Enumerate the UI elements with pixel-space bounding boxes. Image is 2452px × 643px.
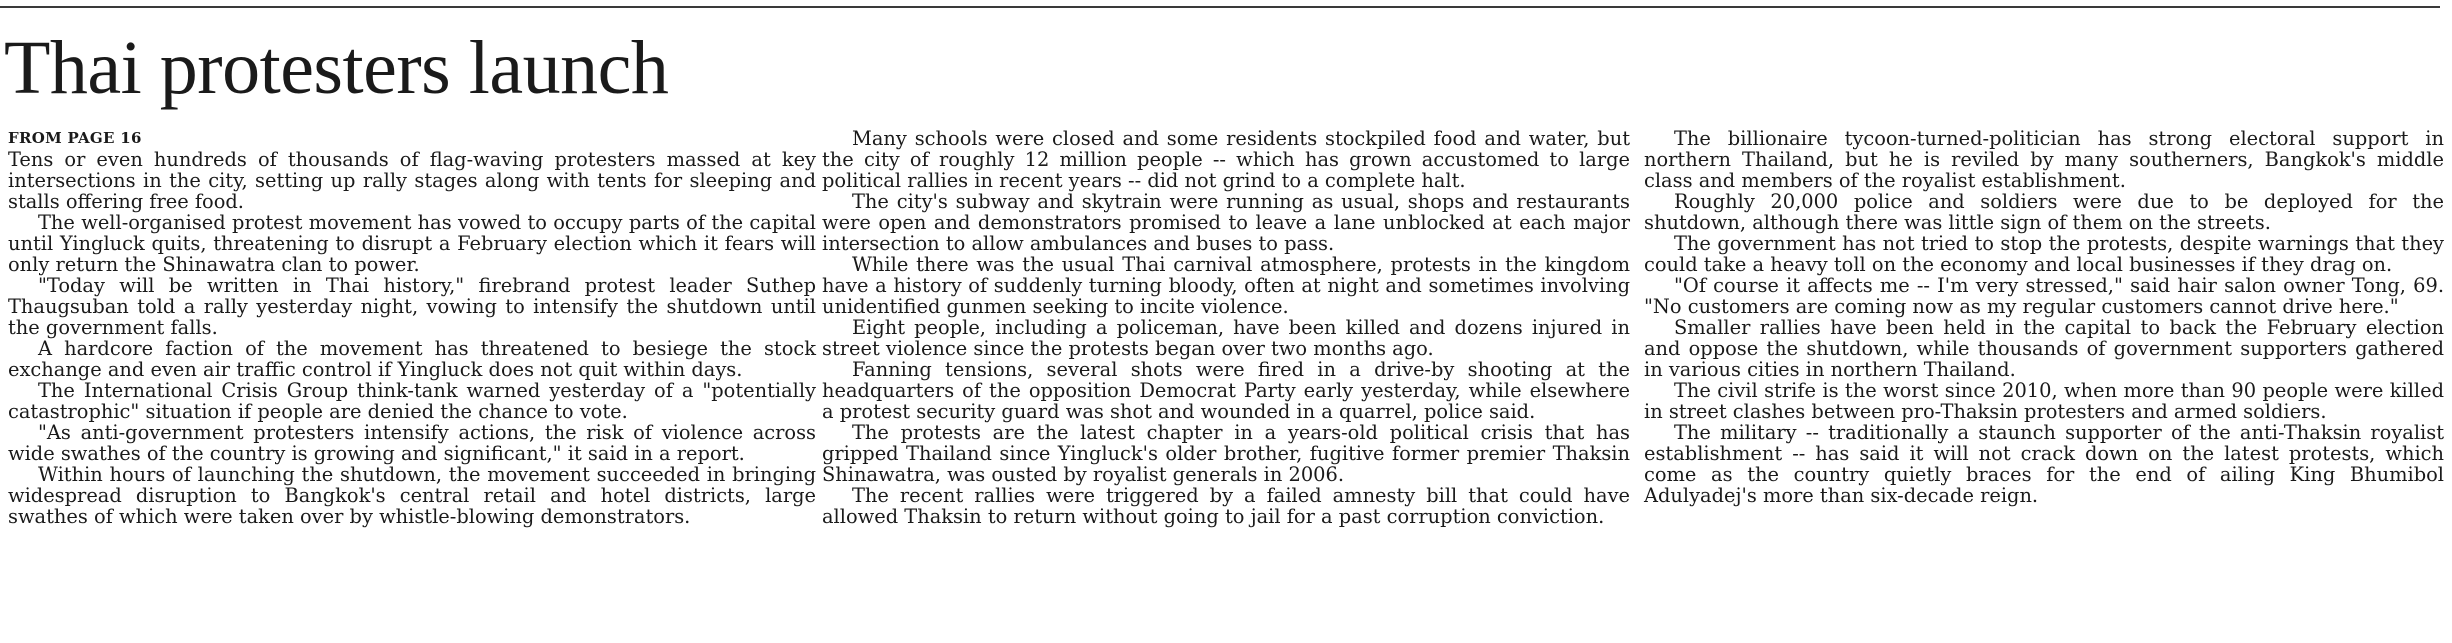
paragraph: The government has not tried to stop the protests, despite warnings that they could take a heavy toll on the economy and local businesses if they drag on. (1644, 232, 2444, 276)
top-rule (0, 6, 2440, 8)
paragraph: While there was the usual Thai carnival atmosphere, protests in the kingdom have a history of suddenly turning bloody, often at night and sometimes involving unidentified gunmen seeking to incite violence. (822, 253, 1630, 318)
paragraph: "Today will be written in Thai history," firebrand protest leader Suthep Thaugsuban told a rally yesterday night, vowing to intensify the shutdown until the government falls. (8, 274, 816, 339)
paragraph: Smaller rallies have been held in the capital to back the February election and oppose the shutdown, while thousands of government supporters gathered in various cities in northern Thailand. (1644, 316, 2444, 381)
paragraph: A hardcore faction of the movement has threatened to besiege the stock exchange and even air traffic control if Yingluck does not quit within days. (8, 337, 816, 381)
article-column-3 (1644, 128, 2444, 506)
paragraph: The well-organised protest movement has vowed to occupy parts of the capital until Yingluck quits, threatening to disrupt a February election which it fears will only return the Shinawatra clan to power. (8, 211, 816, 276)
article-column-1 (8, 128, 816, 527)
paragraph: Eight people, including a policeman, have been killed and dozens injured in street violence since the protests began over two months ago. (822, 316, 1630, 360)
paragraph: "As anti-government protesters intensify actions, the risk of violence across wide swathes of the country is growing and significant," it said in a report. (8, 421, 816, 465)
paragraph: The civil strife is the worst since 2010, when more than 90 people were killed in street clashes between pro-Thaksin protesters and armed soldiers. (1644, 379, 2444, 423)
article-column-2 (822, 128, 1630, 527)
continuation-kicker: FROM PAGE 16 (8, 129, 142, 147)
paragraph: The recent rallies were triggered by a failed amnesty bill that could have allowed Thaksin to return without going to jail for a past corruption conviction. (822, 484, 1630, 528)
paragraph: The International Crisis Group think-tank warned yesterday of a "potentially catastrophic" situation if people are denied the chance to vote. (8, 379, 816, 423)
paragraph: Within hours of launching the shutdown, the movement succeeded in bringing widespread disruption to Bangkok's central retail and hotel districts, large swathes of which were taken over by whistle-blowing demonstrators. (8, 463, 816, 528)
paragraph: The military -- traditionally a staunch supporter of the anti-Thaksin royalist establishment -- has said it will not crack down on the latest protests, which come as the country quietly braces for the end of ailing King Bhumibol Adulyadej's more than six-decade reign. (1644, 421, 2444, 507)
paragraph: "Of course it affects me -- I'm very stressed," said hair salon owner Tong, 69. "No customers are coming now as my regular customers cannot drive here." (1644, 274, 2444, 318)
paragraph: Many schools were closed and some residents stockpiled food and water, but the city of roughly 12 million people -- which has grown accustomed to large political rallies in recent years -- did not grind to a complete halt. (822, 127, 1630, 192)
paragraph: The city's subway and skytrain were running as usual, shops and restaurants were open and demonstrators promised to leave a lane unblocked at each major intersection to allow ambulances and buses to pass. (822, 190, 1630, 255)
paragraph: The billionaire tycoon-turned-politician has strong electoral support in northern Thailand, but he is reviled by many southerners, Bangkok's middle class and members of the royalist establishment. (1644, 127, 2444, 192)
paragraph: Fanning tensions, several shots were fired in a drive-by shooting at the headquarters of the opposition Democrat Party early yesterday, while elsewhere a protest security guard was shot and wounded in a quarrel, police said. (822, 358, 1630, 423)
paragraph: The protests are the latest chapter in a years-old political crisis that has gripped Thailand since Yingluck's older brother, fugitive former premier Thaksin Shinawatra, was ousted by royalist generals in 2006. (822, 421, 1630, 486)
paragraph: Roughly 20,000 police and soldiers were due to be deployed for the shutdown, although there was little sign of them on the streets. (1644, 190, 2444, 234)
paragraph: Tens or even hundreds of thousands of flag-waving protesters massed at key intersections in the city, setting up rally stages along with tents for sleeping and stalls offering free food. (8, 148, 816, 213)
headline: Thai protesters launch (4, 26, 669, 110)
